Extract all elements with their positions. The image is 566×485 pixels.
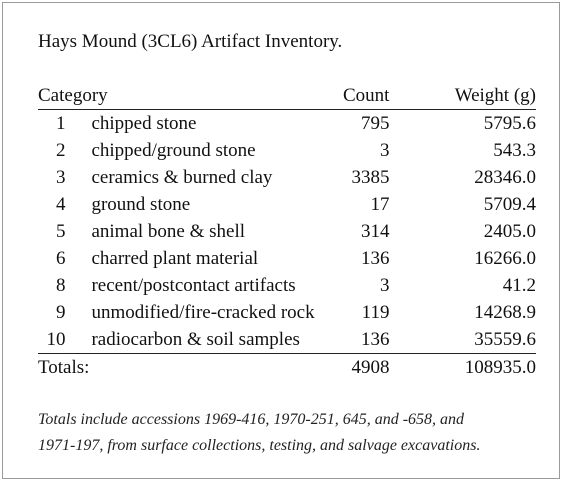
row-category: ceramics & burned clay: [91, 167, 273, 188]
row-count: 3: [379, 275, 390, 296]
row-number: 8: [55, 275, 66, 296]
row-weight: 14268.9: [474, 302, 536, 323]
row-count: 3: [379, 140, 390, 161]
row-count: 136: [360, 248, 390, 269]
totals-weight: 108935.0: [464, 357, 536, 378]
row-number: 4: [55, 194, 66, 215]
totals-label: Totals:: [38, 357, 90, 378]
row-number: 1: [55, 113, 66, 134]
row-category: recent/postcontact artifacts: [91, 275, 296, 296]
totals-count: 4908: [351, 357, 390, 378]
row-count: 314: [360, 221, 390, 242]
row-number: 6: [55, 248, 66, 269]
row-count: 3385: [351, 167, 390, 188]
row-number: 9: [55, 302, 66, 323]
row-weight: 35559.6: [429, 326, 536, 354]
row-number: 2: [55, 140, 66, 161]
table-row: [38, 218, 536, 245]
table-row: [38, 299, 536, 326]
row-weight: 28346.0: [474, 167, 536, 188]
table-row: [38, 164, 536, 191]
table-row: [38, 272, 536, 299]
row-category: chipped/ground stone: [91, 140, 256, 161]
artifact-inventory-table: [38, 82, 536, 381]
table-row: [38, 245, 536, 272]
row-weight: 5795.6: [483, 113, 536, 134]
header-count: Count: [315, 82, 430, 110]
table-row: [38, 110, 536, 138]
footnote-line-1: Totals include accessions 1969-416, 1970-251, 645, and -658, and: [38, 411, 465, 428]
row-weight: 41.2: [502, 275, 536, 296]
table-row: [38, 326, 536, 354]
totals-row: [38, 354, 536, 382]
row-count: 795: [360, 113, 390, 134]
table-row: [38, 137, 536, 164]
row-category: animal bone & shell: [91, 221, 246, 242]
header-weight: Weight (g): [429, 82, 536, 110]
row-weight: 543.3: [493, 140, 536, 161]
row-count: 17: [370, 194, 390, 215]
table-title: Hays Mound (3CL6) Artifact Inventory.: [38, 31, 343, 52]
row-count: 136: [315, 326, 430, 354]
footnote-line-2: 1971-197, from surface collections, testing, and salvage excavations.: [38, 437, 481, 454]
table-row: [38, 191, 536, 218]
row-number: 5: [55, 221, 66, 242]
row-category: chipped stone: [91, 113, 197, 134]
row-category: ground stone: [91, 194, 191, 215]
row-category: charred plant material: [91, 248, 259, 269]
row-weight: 16266.0: [474, 248, 536, 269]
header-category: Category: [38, 82, 315, 110]
row-number: 10: [38, 326, 91, 354]
row-category: radiocarbon & soil samples: [91, 326, 314, 354]
row-weight: 2405.0: [483, 221, 536, 242]
table-footnote: [38, 407, 538, 459]
header-row: [38, 82, 536, 110]
row-category: unmodified/fire-cracked rock: [91, 302, 315, 323]
row-count: 119: [361, 302, 390, 323]
row-number: 3: [55, 167, 66, 188]
row-weight: 5709.4: [483, 194, 536, 215]
